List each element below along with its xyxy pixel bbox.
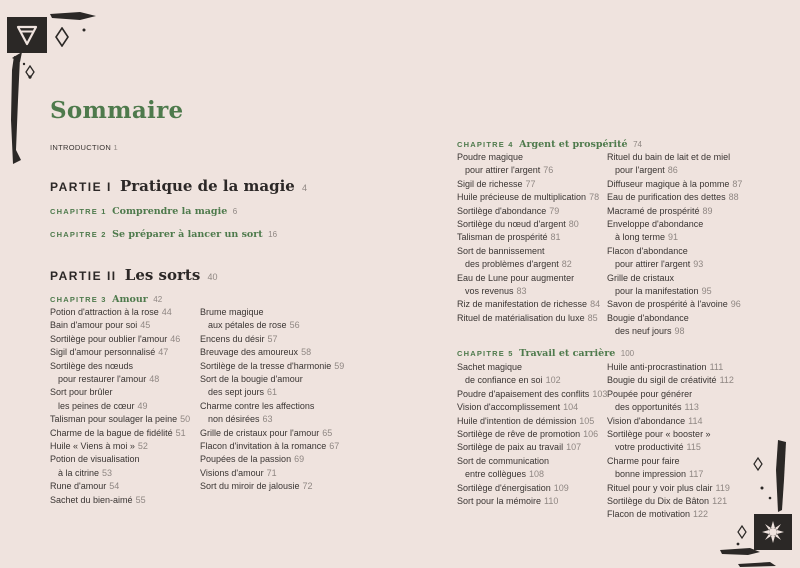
toc-part-2[interactable] (50, 266, 217, 284)
page-number: 108 (529, 469, 545, 480)
entry-title-line: Eau de purification des dettes (607, 192, 726, 203)
page-number: 52 (137, 441, 148, 452)
entry-title-line: pour attirer l'argent 76 (465, 165, 554, 176)
chapter-3-entries-right (200, 306, 350, 494)
page-number: 54 (109, 481, 120, 492)
toc-entry[interactable] (50, 386, 200, 413)
page-number: 45 (140, 320, 151, 331)
entry-title-line: Brume magique (200, 307, 264, 317)
page-number: 107 (566, 442, 582, 453)
toc-entry[interactable] (200, 440, 350, 453)
toc-entry[interactable] (607, 178, 757, 191)
entry-title-line: Charme de la bague de fidélité (50, 427, 173, 438)
toc-entry[interactable] (607, 495, 757, 508)
entry-title-line: Sortilège de rêve de promotion (457, 429, 581, 440)
toc-entry[interactable] (457, 388, 607, 401)
toc-entry[interactable] (607, 428, 757, 455)
chapter-label: CHAPITRE 1 (50, 207, 107, 216)
toc-chapter-1[interactable] (50, 206, 237, 217)
entry-title-line: Sortilège pour « booster » (607, 429, 711, 440)
page-number: 71 (266, 467, 277, 478)
page-title: Sommaire (50, 97, 184, 124)
toc-entry[interactable] (607, 205, 757, 218)
toc-entry[interactable] (200, 453, 350, 466)
entry-title-line: les peines de cœur 49 (58, 400, 148, 411)
toc-chapter-2[interactable] (50, 229, 277, 240)
entry-title-line: des sept jours 61 (208, 387, 278, 398)
entry-title-line: pour attirer l'argent 93 (615, 259, 704, 270)
entry-title-line: Sortilège du Dix de Bâton (607, 496, 710, 507)
page-number: 109 (553, 482, 569, 493)
diamond-sparkle-icon (53, 27, 71, 47)
toc-entry[interactable] (607, 508, 757, 521)
page-number: 40 (207, 272, 218, 282)
entry-title-line: Bougie d'abondance (607, 312, 689, 323)
entry-title-line: à long terme 91 (615, 232, 679, 243)
entry-title-line: Rituel pour y voir plus clair (607, 482, 713, 493)
page-number: 86 (667, 165, 678, 176)
toc-entry[interactable] (457, 312, 607, 325)
page-number: 69 (294, 454, 305, 465)
page-number: 119 (715, 482, 730, 493)
entry-title-line: Visions d'amour (200, 467, 264, 478)
page-number: 76 (543, 165, 554, 176)
entry-title-line: Sortilège de paix au travail (457, 442, 564, 453)
toc-entry[interactable] (607, 245, 757, 272)
entry-title-line: pour restaurer l'amour 48 (58, 374, 160, 385)
entry-title-line: Talisman pour soulager la peine (50, 414, 178, 425)
page-number: 89 (702, 205, 713, 216)
entry-title-line: Talisman de prospérité (457, 232, 548, 243)
entry-title-line: Sort de la bougie d'amour (200, 374, 303, 385)
toc-entry[interactable] (457, 441, 607, 454)
toc-entry[interactable] (607, 388, 757, 415)
toc-entry[interactable] (200, 427, 350, 440)
toc-entry[interactable] (50, 333, 200, 346)
page-number: 98 (674, 326, 685, 337)
toc-chapter-5[interactable] (457, 348, 634, 359)
page-number: 95 (701, 286, 712, 297)
entry-title-line: Sort pour la mémoire (457, 496, 542, 507)
introduction-label: INTRODUCTION (50, 143, 112, 152)
entry-title-line: Grille de cristaux pour l'amour (200, 427, 320, 438)
page-number: 53 (102, 467, 113, 478)
toc-entry[interactable] (457, 482, 607, 495)
chapter-5-entries-right (607, 361, 757, 522)
entry-title-line: des opportunités 113 (615, 402, 699, 413)
entry-title-line: Flacon de motivation (607, 509, 691, 520)
entry-title-line: votre productivité 115 (615, 442, 701, 453)
chapter-4-entries-left (457, 151, 607, 325)
entry-title-line: à la citrine 53 (58, 467, 113, 478)
toc-entry[interactable] (607, 361, 757, 374)
entry-title-line: Sortilège d'abondance (457, 205, 547, 216)
toc-entry[interactable] (457, 272, 607, 299)
page-number: 100 (620, 349, 635, 358)
entry-title-line: Huile d'intention de démission (457, 415, 577, 426)
sun-star-icon (754, 514, 792, 550)
toc-entry[interactable] (50, 413, 200, 426)
toc-entry[interactable] (50, 360, 200, 387)
toc-entry[interactable] (607, 455, 757, 482)
entry-title-line: Bain d'amour pour soi (50, 320, 138, 331)
toc-entry[interactable] (50, 440, 200, 453)
page-number: 93 (693, 259, 704, 270)
toc-entry[interactable] (457, 218, 607, 231)
page-number: 96 (730, 299, 741, 310)
chapter-5-entries-left (457, 361, 607, 508)
chapter-title: Comprendre la magie (112, 206, 228, 217)
chapter-label: CHAPITRE 5 (457, 349, 514, 358)
entry-title-line: Sortilège pour oublier l'amour (50, 333, 168, 344)
page-number: 91 (668, 232, 679, 243)
entry-title-line: Sortilège du nœud d'argent (457, 219, 566, 230)
toc-entry[interactable] (607, 298, 757, 311)
entry-title-line: aux pétales de rose 56 (208, 320, 300, 331)
page-number: 102 (545, 375, 561, 386)
toc-entry[interactable] (607, 374, 757, 387)
entry-title-line: Sigil d'amour personnalisé (50, 347, 156, 358)
toc-entry[interactable] (200, 467, 350, 480)
page-number: 58 (301, 347, 312, 358)
part-title: Les sorts (124, 266, 201, 284)
toc-entry[interactable] (607, 218, 757, 245)
entry-title-line: Huile « Viens à moi » (50, 441, 135, 452)
entry-title-line: Breuvage des amoureux (200, 347, 299, 358)
toc-entry[interactable] (607, 191, 757, 204)
entry-title-line: Encens du désir (200, 333, 265, 344)
toc-entry[interactable] (457, 428, 607, 441)
page-number: 85 (587, 312, 598, 323)
sun-symbol-box (754, 514, 792, 550)
toc-entry[interactable] (200, 400, 350, 427)
entry-title-line: Charme contre les affections (200, 400, 315, 411)
chapter-title: Argent et prospérité (519, 139, 628, 150)
page-number: 57 (267, 333, 278, 344)
entry-title-line: Enveloppe d'abondance (607, 219, 704, 230)
toc-entry[interactable] (457, 298, 607, 311)
entry-title-line: Savon de prospérité à l'avoine (607, 299, 728, 310)
entry-title-line: Poudre d'apaisement des conflits (457, 388, 590, 399)
page-number: 80 (568, 219, 579, 230)
toc-entry[interactable] (457, 361, 607, 388)
entry-title-line: Sort de bannissement (457, 245, 545, 256)
entry-title-line: Flacon d'invitation à la romance (200, 441, 327, 452)
entry-title-line: Sachet du bien-aimé (50, 494, 133, 505)
page-number: 122 (693, 509, 709, 520)
page-number: 42 (153, 295, 163, 304)
page-number: 1 (113, 143, 118, 152)
entry-title-line: Vision d'abondance (607, 415, 686, 426)
toc-entry[interactable] (200, 306, 350, 333)
entry-title-line: Sachet magique (457, 362, 523, 372)
page-number: 74 (633, 140, 643, 149)
toc-entry[interactable] (457, 205, 607, 218)
page-number: 81 (550, 232, 561, 243)
page-number: 59 (334, 360, 345, 371)
entry-title-line: pour la manifestation 95 (615, 286, 712, 297)
chapter-title: Se préparer à lancer un sort (112, 229, 263, 240)
entry-title-line: pour l'argent 86 (615, 165, 678, 176)
entry-title-line: Potion d'attraction à la rose (50, 307, 159, 317)
toc-entry[interactable] (50, 427, 200, 440)
chapter-3-entries-left (50, 306, 200, 507)
entry-title-line: Poudre magique (457, 152, 524, 162)
toc-entry[interactable] (457, 178, 607, 191)
toc-part-1[interactable] (50, 177, 307, 195)
toc-entry[interactable] (50, 480, 200, 493)
page-number: 56 (289, 320, 300, 331)
toc-entry[interactable] (607, 482, 757, 495)
page-number: 67 (329, 441, 340, 452)
earth-element-icon (7, 17, 47, 53)
part-label: PARTIE I (50, 180, 112, 194)
page-number: 88 (728, 192, 739, 203)
entry-title-line: Huile précieuse de multiplication (457, 192, 587, 203)
diamond-sparkle-icon (24, 65, 36, 79)
page-number: 114 (688, 415, 703, 426)
page-number: 87 (732, 178, 743, 189)
entry-title-line: Sort pour brûler (50, 387, 113, 398)
entry-title-line: Flacon d'abondance (607, 245, 688, 256)
entry-title-line: Sigil de richesse (457, 178, 523, 189)
entry-title-line: non désirées 63 (208, 414, 273, 425)
page-number: 117 (689, 469, 704, 480)
part-title: Pratique de la magie (119, 177, 295, 195)
toc-entry[interactable] (457, 245, 607, 272)
page-number: 49 (137, 400, 148, 411)
toc-entry[interactable] (457, 191, 607, 204)
page-number: 50 (180, 414, 191, 425)
entry-title-line: Macramé de prospérité (607, 205, 700, 216)
toc-entry[interactable] (457, 455, 607, 482)
entry-title-line: Poupée pour générer (607, 388, 693, 399)
chapter-label: CHAPITRE 4 (457, 140, 514, 149)
page-number: 113 (684, 402, 699, 413)
entry-title-line: entre collègues 108 (465, 469, 545, 480)
page-number: 6 (232, 207, 238, 216)
page-number: 4 (302, 183, 308, 193)
page-number: 72 (302, 481, 313, 492)
entry-title-line: bonne impression 117 (615, 469, 704, 480)
toc-entry[interactable] (607, 272, 757, 299)
page-number: 65 (322, 427, 333, 438)
entry-title-line: Grille de cristaux (607, 272, 675, 283)
page-number: 112 (719, 375, 734, 386)
page-number: 48 (149, 374, 160, 385)
entry-title-line: de confiance en soi 102 (465, 375, 561, 386)
toc-chapter-4[interactable] (457, 139, 642, 150)
toc-entry[interactable] (50, 494, 200, 507)
page-number: 105 (579, 415, 595, 426)
entry-title-line: Rune d'amour (50, 481, 107, 492)
toc-entry[interactable] (457, 151, 607, 178)
toc-entry[interactable] (457, 415, 607, 428)
toc-entry[interactable] (50, 453, 200, 480)
page-number: 83 (516, 286, 527, 297)
entry-title-line: Rituel de matérialisation du luxe (457, 312, 585, 323)
entry-title-line: Rituel du bain de lait et de miel (607, 152, 731, 162)
entry-title-line: vos revenus 83 (465, 286, 527, 297)
page-number: 79 (549, 205, 560, 216)
page-number: 61 (267, 387, 278, 398)
entry-title-line: Sort de communication (457, 455, 550, 466)
toc-entry[interactable] (457, 495, 607, 508)
page-number: 115 (686, 442, 701, 453)
toc-entry[interactable] (457, 401, 607, 414)
entry-title-line: Sortilège d'énergisation (457, 482, 551, 493)
entry-title-line: Potion de visualisation (50, 454, 140, 465)
entry-title-line: Eau de Lune pour augmenter (457, 272, 575, 283)
part-label: PARTIE II (50, 269, 117, 283)
toc-entry[interactable] (50, 346, 200, 359)
chapter-4-entries-right (607, 151, 757, 339)
page-number: 106 (583, 429, 599, 440)
entry-title-line: Bougie du sigil de créativité (607, 375, 717, 386)
page-number: 78 (589, 192, 600, 203)
page-number: 82 (561, 259, 572, 270)
toc-entry[interactable] (607, 415, 757, 428)
toc-entry[interactable] (200, 346, 350, 359)
entry-title-line: Sortilège des nœuds (50, 360, 134, 371)
toc-entry[interactable] (607, 312, 757, 339)
entry-title-line: Sort du miroir de jalousie (200, 481, 300, 492)
entry-title-line: des problèmes d'argent 82 (465, 259, 572, 270)
page-number: 111 (709, 362, 724, 372)
page-number: 103 (592, 388, 608, 399)
page-number: 110 (544, 496, 559, 507)
element-symbol-box (7, 17, 47, 53)
entry-title-line: Diffuseur magique à la pomme (607, 178, 730, 189)
toc-chapter-3[interactable] (50, 294, 162, 305)
toc-entry[interactable] (50, 319, 200, 332)
entry-title-line: Riz de manifestation de richesse (457, 299, 588, 310)
toc-entry[interactable] (200, 360, 350, 373)
page-number: 104 (563, 402, 579, 413)
chapter-label: CHAPITRE 3 (50, 295, 107, 304)
toc-entry[interactable] (607, 151, 757, 178)
toc-entry[interactable] (50, 306, 200, 319)
toc-entry[interactable] (457, 231, 607, 244)
toc-entry[interactable] (200, 373, 350, 400)
chapter-title: Travail et carrière (519, 348, 616, 359)
page-number: 47 (158, 347, 169, 358)
page-number: 77 (525, 178, 536, 189)
entry-title-line: Charme pour faire (607, 455, 680, 466)
page-number: 55 (135, 494, 146, 505)
entry-title-line: Sortilège de la tresse d'harmonie (200, 360, 332, 371)
page-number: 84 (590, 299, 601, 310)
toc-entry[interactable] (200, 333, 350, 346)
page-number: 46 (170, 333, 181, 344)
entry-title-line: des neuf jours 98 (615, 326, 685, 337)
page-number: 16 (268, 230, 278, 239)
chapter-label: CHAPITRE 2 (50, 230, 107, 239)
entry-title-line: Huile anti-procrastination (607, 362, 707, 372)
page-number: 51 (175, 427, 186, 438)
entry-title-line: Vision d'accomplissement (457, 402, 561, 413)
entry-title-line: Poupées de la passion (200, 454, 292, 465)
page-number: 121 (712, 496, 728, 507)
toc-entry[interactable] (200, 480, 350, 493)
page-number: 44 (161, 307, 172, 317)
toc-introduction[interactable] (50, 143, 118, 152)
page-number: 63 (262, 414, 273, 425)
chapter-title: Amour (112, 294, 148, 305)
